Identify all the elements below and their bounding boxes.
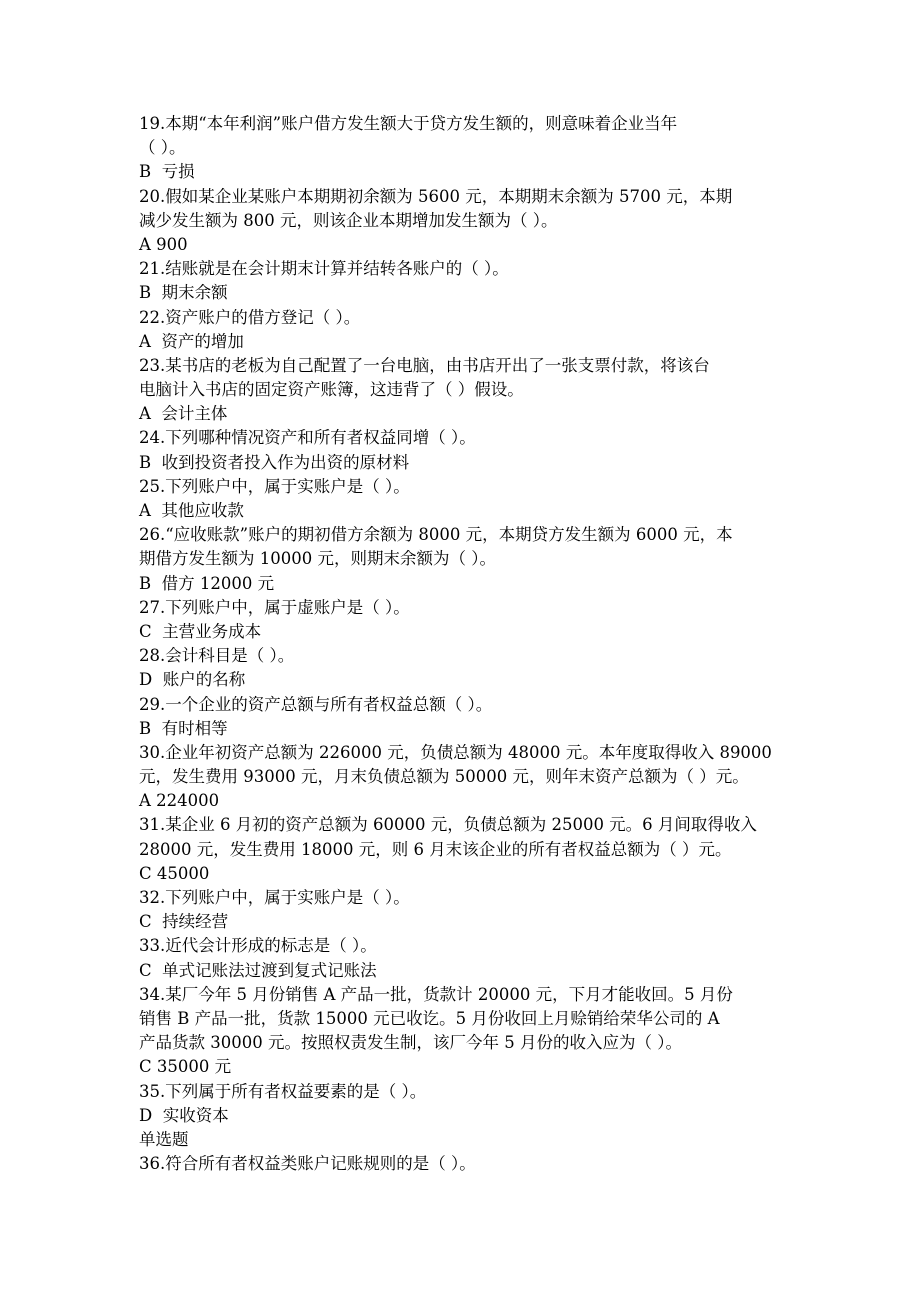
text-line: 21.结账就是在会计期末计算并结转各账户的（ ）。 — [139, 259, 509, 279]
text-line: C 持续经营 — [139, 912, 229, 932]
text-line: 产品货款 30000 元。按照权责发生制，该厂今年 5 月份的收入应为（ ）。 — [139, 1033, 682, 1053]
text-line: 35.下列属于所有者权益要素的是（ ）。 — [139, 1081, 427, 1101]
text-line: 33.近代会计形成的标志是（ ）。 — [139, 936, 377, 956]
text-line: 25.下列账户中，属于实账户是（ ）。 — [139, 476, 410, 496]
text-line: B 借方 12000 元 — [139, 573, 275, 593]
text-line: 24.下列哪种情况资产和所有者权益同增（ ）。 — [139, 428, 476, 448]
text-line: 28000 元，发生费用 18000 元，则 6 月末该企业的所有者权益总额为（ ）元。 — [139, 839, 732, 859]
text-line: B 亏损 — [139, 162, 195, 182]
text-line: 22.资产账户的借方登记（ ）。 — [139, 307, 361, 327]
text-line: 30.企业年初资产总额为 226000 元，负债总额为 48000 元。本年度取得收入 89000 — [139, 742, 772, 762]
text-line: 26.“应收账款”账户的期初借方余额为 8000 元，本期贷方发生额为 6000 元，本 — [139, 525, 733, 545]
text-line: 19.本期“本年利润”账户借方发生额大于贷方发生额的，则意味着企业当年 — [139, 114, 678, 133]
text-line: 32.下列账户中，属于实账户是（ ）。 — [139, 888, 410, 907]
text-line: 27.下列账户中，属于虚账户是（ ）。 — [139, 597, 410, 617]
text-line: C 单式记账法过渡到复式记账法 — [139, 960, 377, 980]
text-line: C 主营业务成本 — [139, 621, 262, 641]
text-line: 28.会计科目是（ ）。 — [139, 646, 295, 666]
text-line: B 有时相等 — [139, 718, 228, 738]
text-line: A 其他应收款 — [139, 501, 244, 520]
document-body — [139, 112, 799, 1176]
text-line: 20.假如某企业某账户本期期初余额为 5600 元，本期期末余额为 5700 元，本期 — [139, 186, 733, 206]
text-line: （ ）。 — [139, 138, 186, 158]
text-line: 29.一个企业的资产总额与所有者权益总额（ ）。 — [139, 694, 493, 714]
text-line: 电脑计入书店的固定资产账簿，这违背了（ ）假设。 — [139, 380, 524, 400]
text-line: 34.某厂今年 5 月份销售 A 产品一批，货款计 20000 元，下月才能收回。5 月份 — [139, 984, 733, 1004]
text-line: A 224000 — [139, 791, 220, 811]
text-line: B 期末余额 — [139, 283, 228, 303]
text-line: 23.某书店的老板为自己配置了一台电脑，由书店开出了一张支票付款，将该台 — [139, 355, 710, 375]
text-line: C 35000 元 — [139, 1057, 232, 1077]
text-line: 36.符合所有者权益类账户记账规则的是（ ）。 — [139, 1154, 476, 1174]
text-line: 销售 B 产品一批，货款 15000 元已收讫。5 月份收回上月赊销给荣华公司的 A — [139, 1008, 720, 1028]
text-line: 31.某企业 6 月初的资产总额为 60000 元，负债总额为 25000 元。6 月间取得收入 — [139, 815, 757, 835]
text-line: 期借方发生额为 10000 元，则期末余额为（ ）。 — [139, 549, 496, 569]
text-line: A 资产的增加 — [139, 331, 244, 351]
text-line: 元，发生费用 93000 元，月末负债总额为 50000 元，则年末资产总额为（ ）元。 — [139, 767, 749, 787]
text-line: 单选题 — [139, 1129, 189, 1149]
text-line: A 900 — [139, 234, 188, 254]
text-line: C 45000 — [139, 863, 210, 883]
text-line: 减少发生额为 800 元，则该企业本期增加发生额为（ ）。 — [139, 210, 558, 230]
text-line: A 会计主体 — [139, 404, 228, 424]
text-line: D 账户的名称 — [139, 670, 246, 690]
text-line: B 收到投资者投入作为出资的原材料 — [139, 452, 410, 472]
text-line: D 实收资本 — [139, 1105, 229, 1125]
